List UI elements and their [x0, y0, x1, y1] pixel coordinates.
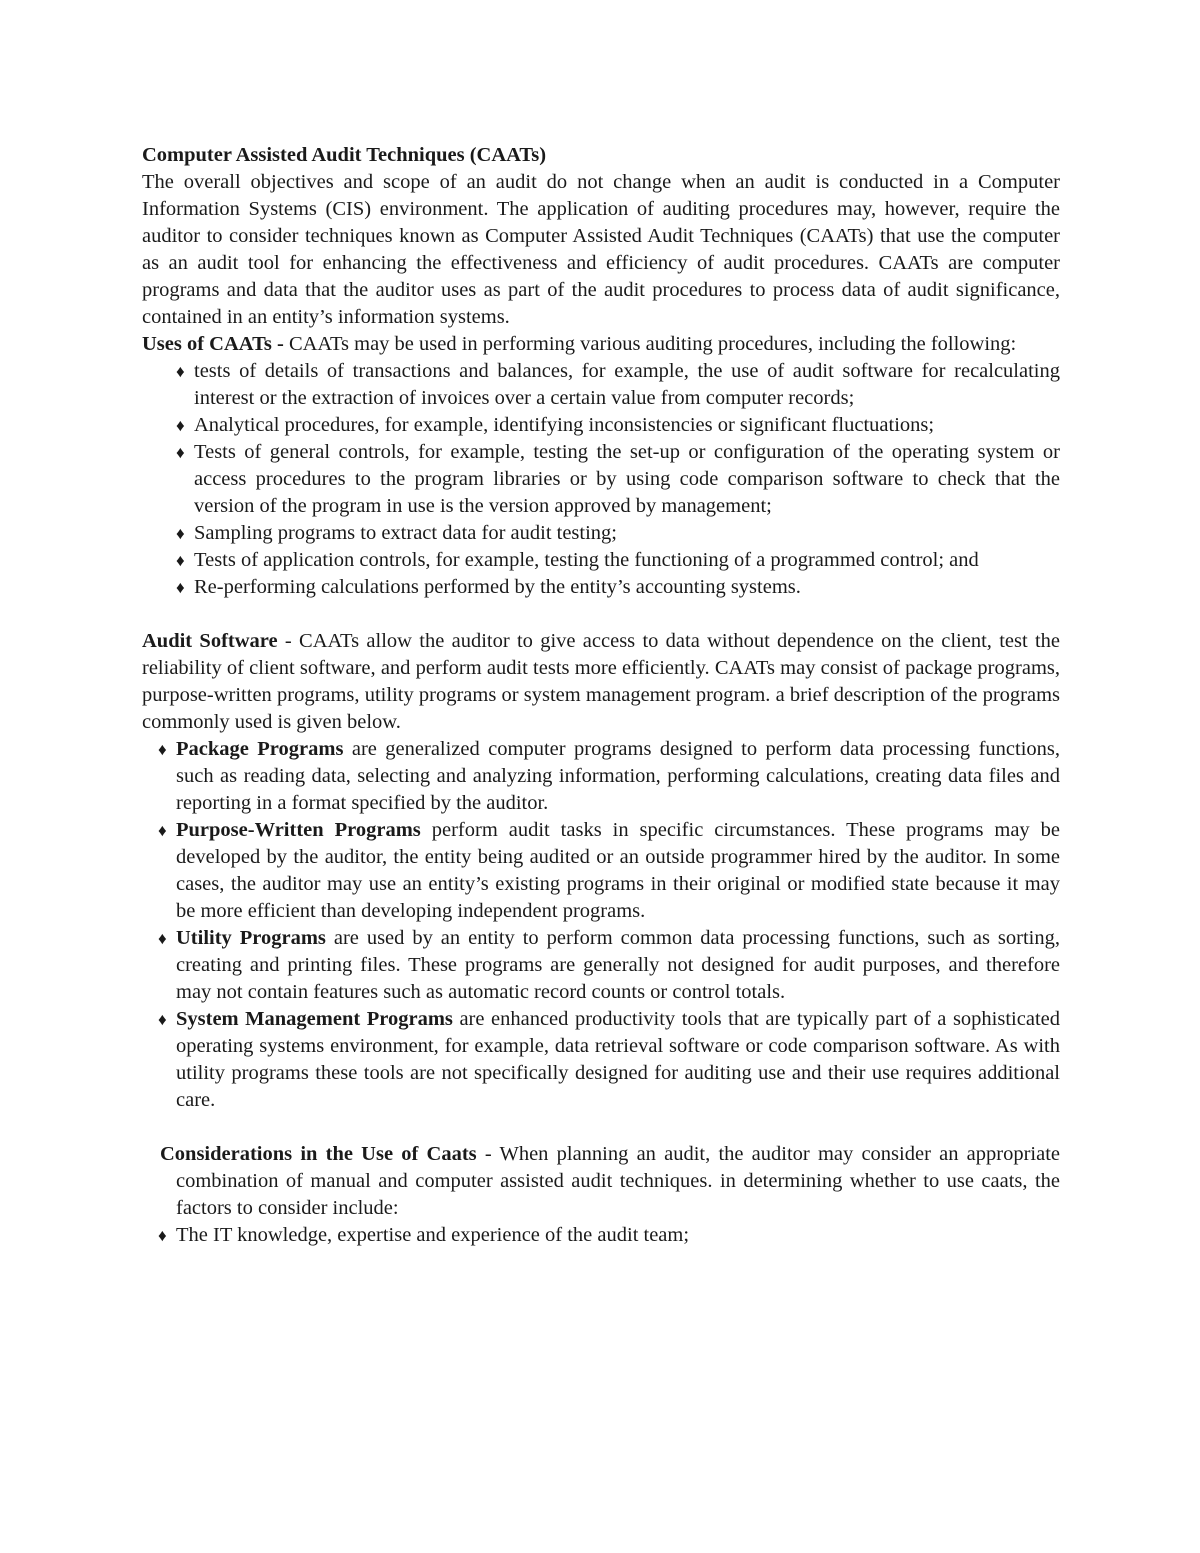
considerations-list — [142, 1222, 1060, 1249]
list-item: ♦ Sampling programs to extract data for audit testing; — [142, 520, 1060, 547]
list-item: ♦ Utility Programs are used by an entity to perform common data processing functions, such as sorting, creating and printing files. These programs are generally not designed for audit purposes, and therefore may not contain features such as automatic record counts or control totals. — [158, 927, 1060, 1003]
considerations-paragraph: Considerations in the Use of Caats - When planning an audit, the auditor may consider an appropriate combination of manual and computer assisted audit techniques. in determining whether to use caats, the factors to consider include: — [160, 1143, 1060, 1219]
uses-heading: Uses of CAATs - — [142, 333, 284, 355]
diamond-bullet-icon: ♦ — [158, 1226, 167, 1245]
diamond-bullet-icon: ♦ — [176, 551, 185, 570]
diamond-bullet-icon: ♦ — [158, 929, 167, 948]
diamond-bullet-icon: ♦ — [158, 821, 167, 840]
list-item: ♦ System Management Programs are enhanced productivity tools that are typically part of a sophisticated operating systems environment, for example, data retrieval software or code comparison software. As with utility programs these tools are not specifically designed for auditing use and their use requires additional care. — [158, 1008, 1060, 1111]
diamond-bullet-icon: ♦ — [176, 416, 185, 435]
diamond-bullet-icon: ♦ — [158, 1010, 167, 1029]
intro-paragraph: The overall objectives and scope of an audit do not change when an audit is conducted in a Computer Information Systems (CIS) environment. The application of auditing procedures may, however, require the auditor to consider techniques known as Computer Assisted Audit Techniques (CAATs) that use the computer as an audit tool for enhancing the effectiveness and efficiency of audit procedures. CAATs are computer programs and data that the auditor uses as part of the audit procedures to process data of audit significance, contained in an entity’s information systems. — [142, 171, 1060, 328]
uses-paragraph: Uses of CAATs - CAATs may be used in performing various auditing procedures, including the following: — [142, 333, 1017, 355]
document-page — [142, 142, 1060, 1249]
diamond-bullet-icon: ♦ — [176, 524, 185, 543]
list-item: ♦ Analytical procedures, for example, identifying inconsistencies or significant fluctuations; — [142, 412, 1060, 439]
list-item: ♦ Purpose-Written Programs perform audit tasks in specific circumstances. These programs may be developed by the auditor, the entity being audited or an outside programmer hired by the auditor. In some cases, the auditor may use an entity’s existing programs in their original or modified state because it may be more efficient than developing independent programs. — [158, 819, 1060, 922]
diamond-bullet-icon: ♦ — [158, 740, 167, 759]
list-item: ♦ Tests of general controls, for example, testing the set-up or configuration of the operating system or access procedures to the program libraries or by using code comparison software to check that the version of the program in use is the version approved by management; — [176, 441, 1060, 517]
list-item: ♦ Package Programs are generalized computer programs designed to perform data processing functions, such as reading data, selecting and analyzing information, performing calculations, creating data files and reporting in a format specified by the auditor. — [158, 738, 1060, 814]
list-item: ♦ tests of details of transactions and balances, for example, the use of audit software for recalculating interest or the extraction of invoices over a certain value from computer records; — [176, 360, 1060, 409]
diamond-bullet-icon: ♦ — [176, 443, 185, 462]
list-item: ♦ Re-performing calculations performed by the entity’s accounting systems. — [142, 574, 1060, 601]
considerations-block — [142, 1141, 1060, 1222]
audit-software-list — [142, 736, 1060, 1114]
uses-list — [142, 358, 1060, 601]
audit-software-heading: Audit Software — [142, 630, 278, 652]
list-item: ♦ Tests of application controls, for example, testing the functioning of a programmed control; and — [142, 547, 1060, 574]
list-item: ♦ The IT knowledge, expertise and experience of the audit team; — [142, 1222, 1060, 1249]
document-title: Computer Assisted Audit Techniques (CAATs) — [142, 144, 547, 166]
diamond-bullet-icon: ♦ — [176, 578, 185, 597]
diamond-bullet-icon: ♦ — [176, 362, 185, 381]
audit-software-paragraph: Audit Software - CAATs allow the auditor to give access to data without dependence on the client, test the reliability of client software, and perform audit tests more efficiently. CAATs may consist of package programs, purpose-written programs, utility programs or system management program. a brief description of the programs commonly used is given below. — [142, 630, 1060, 733]
considerations-heading: Considerations in the Use of Caats — [160, 1143, 477, 1165]
